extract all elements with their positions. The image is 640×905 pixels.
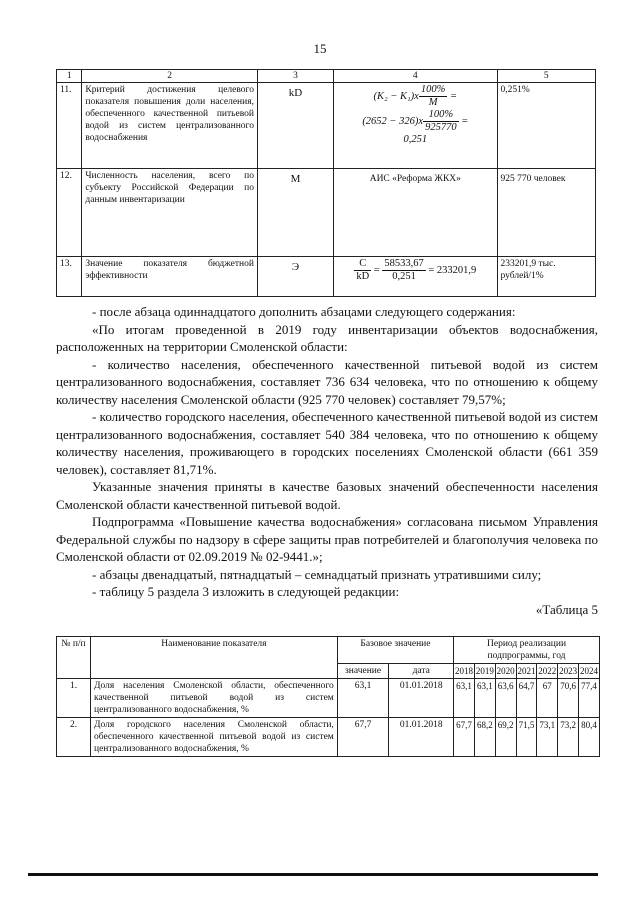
paragraph: - после абзаца одиннадцатого дополнить абзацами следующего содержания: bbox=[92, 304, 516, 319]
row-name: Численность населения, всего по субъекту Российской Федерации по данным инвентаризации bbox=[82, 169, 258, 257]
year-value: 67 bbox=[537, 679, 558, 718]
year-value: 68,2 bbox=[474, 718, 495, 757]
document-body bbox=[56, 303, 598, 618]
table-row bbox=[57, 83, 596, 169]
table-row bbox=[57, 257, 596, 297]
row-name: Доля населения Смоленской области, обеспеченного качественной питьевой водой из систем централизованного водоснабжения, % bbox=[91, 679, 338, 718]
row-symbol: M bbox=[257, 169, 333, 257]
year-value: 63,1 bbox=[474, 679, 495, 718]
row-number: 2. bbox=[57, 718, 91, 757]
year-value: 63,6 bbox=[495, 679, 516, 718]
row-base-value: 63,1 bbox=[337, 679, 389, 718]
year-value: 73,2 bbox=[558, 718, 579, 757]
header-year: 2021 bbox=[516, 664, 537, 679]
year-value: 69,2 bbox=[495, 718, 516, 757]
paragraph: - количество городского населения, обеспеченного качественной питьевой водой из систем централизованного водоснабжения, составляет 540 384 человека, что по отношению к общему количеству населения, проживающего в городских поселениях Смоленской области (661 359 человек), составляет 81,71%. bbox=[56, 409, 598, 477]
year-value: 80,4 bbox=[579, 718, 600, 757]
table-caption: «Таблица 5 bbox=[535, 601, 598, 617]
row-name: Значение показателя бюджетной эффективности bbox=[82, 257, 258, 297]
row-value: 233201,9 тыс. рублей/1% bbox=[497, 257, 595, 297]
header-cell: 4 bbox=[334, 70, 497, 83]
year-value: 73,1 bbox=[537, 718, 558, 757]
row-value: 925 770 человек bbox=[497, 169, 595, 257]
row-symbol: Э bbox=[257, 257, 333, 297]
formula-line: (K₂ − K₁)x $\frac{100\%}{M}$ = bbox=[373, 84, 458, 108]
formula-result: 0,251 bbox=[403, 134, 428, 145]
paragraph: Указанные значения приняты в качестве базовых значений обеспеченности населения Смоленской области качественной питьевой водой. bbox=[56, 479, 598, 512]
page-bottom-border bbox=[28, 873, 598, 876]
table-5 bbox=[56, 636, 600, 757]
row-base-date: 01.01.2018 bbox=[389, 718, 454, 757]
header-value: значение bbox=[337, 664, 389, 679]
formula-cell bbox=[334, 83, 497, 169]
header-period: Период реализации подпрограммы, год bbox=[454, 637, 600, 664]
row-number: 13. bbox=[57, 257, 82, 297]
header-cell: 5 bbox=[497, 70, 595, 83]
header-num: № п/п bbox=[57, 637, 91, 679]
year-value: 70,6 bbox=[558, 679, 579, 718]
table-header-row bbox=[57, 70, 596, 83]
formula-cell: $\frac{C}{kD}$ = $\frac{58533,67}{0,251}$ = 233201,9 bbox=[334, 257, 497, 297]
table-row bbox=[57, 169, 596, 257]
header-cell: 2 bbox=[82, 70, 258, 83]
row-value: 0,251% bbox=[497, 83, 595, 169]
year-value: 63,1 bbox=[454, 679, 475, 718]
header-year: 2020 bbox=[495, 664, 516, 679]
formula-line: (2652 − 326)x $\frac{100\%}{925770}$ = bbox=[362, 109, 469, 133]
header-year: 2023 bbox=[558, 664, 579, 679]
table-header-row bbox=[57, 637, 600, 664]
header-base: Базовое значение bbox=[337, 637, 453, 664]
row-source: АИС «Реформа ЖКХ» bbox=[334, 169, 497, 257]
row-number: 1. bbox=[57, 679, 91, 718]
header-cell: 1 bbox=[57, 70, 82, 83]
table-row bbox=[57, 718, 600, 757]
paragraph: - таблицу 5 раздела 3 изложить в следующей редакции: bbox=[92, 584, 400, 599]
header-year: 2019 bbox=[474, 664, 495, 679]
header-year: 2024 bbox=[579, 664, 600, 679]
row-symbol: kD bbox=[257, 83, 333, 169]
year-value: 64,7 bbox=[516, 679, 537, 718]
row-base-date: 01.01.2018 bbox=[389, 679, 454, 718]
year-value: 71,5 bbox=[516, 718, 537, 757]
header-name: Наименование показателя bbox=[91, 637, 338, 679]
row-base-value: 67,7 bbox=[337, 718, 389, 757]
header-year: 2022 bbox=[537, 664, 558, 679]
row-name: Доля городского населения Смоленской области, обеспеченного качественной питьевой водой из систем централизованного водоснабжения, % bbox=[91, 718, 338, 757]
paragraph: Подпрограмма «Повышение качества водоснабжения» согласована письмом Управления Федеральной службы по надзору в сфере защиты прав потребителей и благополучия человека по Смоленской области от 02.09.2019 № 02-9441.»; bbox=[56, 514, 598, 564]
year-value: 67,7 bbox=[454, 718, 475, 757]
row-number: 11. bbox=[57, 83, 82, 169]
paragraph: «По итогам проведенной в 2019 году инвентаризации объектов водоснабжения, расположенных на территории Смоленской области: bbox=[56, 321, 598, 354]
row-name: Критерий достижения целевого показателя повышения доли населения, обеспеченного качественной питьевой водой из систем централизованного водоснабжения bbox=[82, 83, 258, 169]
page-number: 15 bbox=[313, 41, 327, 56]
header-cell: 3 bbox=[257, 70, 333, 83]
row-number: 12. bbox=[57, 169, 82, 257]
indicator-table bbox=[56, 69, 596, 297]
header-year: 2018 bbox=[454, 664, 475, 679]
paragraph: - абзацы двенадцатый, пятнадцатый – семнадцатый признать утратившими силу; bbox=[92, 566, 542, 582]
header-date: дата bbox=[389, 664, 454, 679]
year-value: 77,4 bbox=[579, 679, 600, 718]
table-row bbox=[57, 679, 600, 718]
paragraph: - количество населения, обеспеченного качественной питьевой водой из систем централизованного водоснабжения, составляет 736 634 человека, что по отношению к общему количеству населения Смоленской области (925 770 человек) составляет 79,57%; bbox=[56, 356, 598, 407]
